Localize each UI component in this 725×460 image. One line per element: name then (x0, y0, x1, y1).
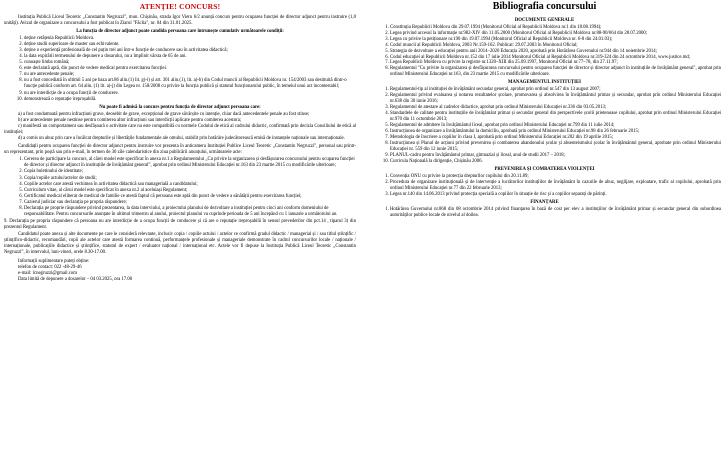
list-item: 8. nu a fost concediată în ultimii 5 ani pe baza art.86 alin.(1) lit. g)-i) și art. 301 alin.(1), lit. a)-b) din Codul muncii al Republicii Moldova nr. 154/2003 sau destituită dintr-o funcție publică conform art. 64 alin. (1) lit. a)-j) din Legea nr. 158/2008 cu privire la funcția publică și statutul funcționarului public, în temeiul unui act incontestabil; (24, 78, 356, 90)
list-item: 2. Regulamentul privind evaluarea și notarea rezultatelor școlare, promovarea și absolvirea în învățământul primar și secundar, aprobat prin ordinul Ministerului Educației nr.638 din 30 iunie 2016; (390, 93, 721, 105)
list-item: 4. Copiile actelor care atestă vechimea în activitatea didactică sau managerială a candidatului; (24, 182, 356, 188)
list-item: 5. Strategia de dezvoltare a educației pentru anii 2014–2020 Educația 2020, aprobată prin Hotărârea Guvernului nr.944 din 14 noiembrie 2014; (390, 49, 721, 55)
list-item: 5. Curriculum vitae, al cărui model este specificat în anexa nr.2 al aceluiași Regulament; (24, 188, 356, 194)
submission-deadline: Data limită de depunere a dosarelor – 04 03.2025, ora 17.00 (18, 276, 133, 282)
list-item: 1. Convenția ONU cu privire la protecția drepturilor copilului din 20.11.89; (390, 174, 721, 180)
declaration-text: 9. Declarația pe propria răspundere că persoana nu are interdicție de a ocupa funcții de conducere și că are o reputație ireproșabilă în sensul prevederilor din pct.14 , tiparul 3) din prezentul Regulament. (4, 219, 356, 231)
list-item: 9. nu are interdicție de a ocupa funcții de conducere. (24, 91, 356, 97)
list-item: 5. Regulamentul de admitere în învățământul liceal, aprobat prin ordinul Ministerului Educației nr.799 din 11 iulie 2014; (390, 123, 721, 129)
list-item: 3. Regulamentul de atestare al cadrelor didactice, aprobat prin ordinul Ministerului Educației nr.336 din 03.05.2013; (390, 105, 721, 111)
management-list (368, 87, 721, 165)
list-item: 3. Copia/copiile actului/actelor de studii; (24, 176, 356, 182)
list-item: 5. cunoaște limba română; (24, 60, 356, 66)
section-heading-violence: PREVENIREA ȘI COMBATEREA VIOLENȚEI (494, 167, 595, 173)
list-item: 7. Cazierul judiciar sau declarația pe propria răspundere; (24, 200, 356, 206)
violence-prevention-list (368, 174, 721, 198)
list-item: 3. Legea cu privire la petiționare nr.190 din 19.07.1994 (Monitorul Oficial al Republicii Moldova nr. 6-8 din 24.01.03); (390, 37, 721, 43)
list-item: 7. nu are antecedente penale; (24, 72, 356, 78)
list-item: 4. Standardele de calitate pentru instituțiile de învățământ primar și secundar general din perspectivele școlii prietenoase copilului, aprobat prin ordinul Ministerului Educației nr.970 din 11 octombrie 2013; (390, 111, 721, 123)
contact-phone: telefon de contact: 022 -48-29-46 (18, 264, 82, 270)
not-admitted-heading: Nu poate fi admisă la concurs pentru funcția de director adjunct persoana care: (99, 104, 261, 110)
list-item: 1. Regulamentul-tip al instituției de învățământ secundar general, aprobat prin ordinul nr.547 din 13 august 2007; (390, 87, 721, 93)
general-documents-list (368, 25, 721, 79)
not-admitted-item: c) manifestă un comportament sau desfășoară o activitate care nu este compatibilă cu normele Codului de etică al cadrului didactic, confirmată prin decizia Consiliului de etică al instituției; (4, 123, 356, 135)
list-item: 6. Instrucțiunea de organizare a învățământului la domiciliu, aprobată prin ordinul Ministerului Educației nr.98 din 26 februarie 2015; (390, 129, 721, 135)
list-item: 2. deține studii superioare de master sau echivalente. (24, 42, 356, 48)
financing-list (368, 207, 721, 219)
announcement-intro: Instituția Publică Liceul Teoretic „Constantin Negruzzi”, mun. Chișinău, strada Igor Vieru 6/2 anunță concurs pentru ocuparea funcției de director adjunct pentru instruire (1,0 unități). Avizul de organizare a concursului a fost publicat în Ziarul "Făclia", nr. 04 din 31.01.2025. (4, 14, 356, 26)
list-item: 1. Cererea de participare la concurs, al cărei model este specificat în anexa nr.1 a Regulamentului „Cu privire la organizarea și desfășurarea concursului pentru ocuparea funcției de director și director adjunct în instituțiile de învățământ general”, aprobat prin ordinul Ministerului Educației nr.163 din 23 martie 2015 cu modificările ulterioare; (24, 157, 356, 169)
list-item: 6. Certificatul medical eliberat de medical de familie ce atestă faptul că persoana este aptă din punct de vedere a sănătății pentru exercitarea funcției; (24, 194, 356, 200)
announcement-column (4, 0, 356, 460)
list-item: 3. Legea nr.140 din 14.06.2013 privind protecția specială a copiilor în situație de risc și a copiilor separați de părinți. (390, 192, 721, 198)
documents-list (4, 157, 356, 218)
section-heading-management: MANAGEMENTUL INSTITUȚIEI (508, 80, 581, 86)
list-item: 4. la data expirării termenului de depunere a dosarului, nu a împlinit vârsta de 65 de ani. (24, 54, 356, 60)
announcement-title: ATENȚIE! CONCURS! (139, 2, 221, 11)
list-item: 1. deține cetățenia Republicii Moldova. (24, 36, 356, 42)
list-item: 8. Instrucțiunea și Planul de acțiuni privind prevenirea și combaterea abandonului școlar și absenteismului școlar în învățământul general, aprobate prin ordinul Ministerului Educației nr. 559 din 12 iunie 2015; (390, 141, 721, 153)
list-item: 6. Codul educației al Republicii Moldova nr.152 din 17 iulie 2014 Monitorul Oficial al Republicii Moldova nr.319-324 din 24 octombrie 2014, www.justice.md; (390, 55, 721, 61)
list-item: 2. Legea privind accesul la informație nr.982-XIV din 11.05.2000 (Monitorul Oficial al Republicii Moldova nr.88-90/664 din 28.07.2000; (390, 31, 721, 37)
list-item: 1. Hotărârea Guvernului nr.868 din 08 octombrie 2014 privind finanțarea în bază de cost per elev a instituțiilor de învățământ primar și secundar general din subordinea autorităților publice locale de nivelul al doilea. (390, 207, 721, 219)
list-item: 9. PLANUL-cadru pentru învățământul primar, gimnazial și liceal, anul de studii 2017 – 2018; (390, 153, 721, 159)
bibliography-column (368, 0, 721, 460)
not-admitted-item: b) are antecedente penale nestinse pentru comiterea altor infracțiuni sau interdicții aplicate pentru comiterea acestora; (18, 117, 242, 123)
section-heading-financing: FINANȚARE (530, 200, 559, 206)
list-item: 7. Legea Republicii Moldova cu privire la registre nr.1320–XIII din 25.09.1997, Monitorul Oficial nr.77–78, din 27.11.97; (390, 60, 721, 66)
not-admitted-item: d) a comis un abuz prin care a încălcat drepturile și libertățile fundamentale ale omului, stabilit prin hotărâre judecătorească emisă de instanțele naționale sau internaționale. (18, 136, 345, 142)
not-admitted-item: a) a fost condamnată pentru infracțiuni grave, deosebit de grave, excepțional de grave săvârșite cu intenție, chiar dacă antecedentele penale au fost stinse; (18, 111, 310, 117)
list-item: 3. deține o experiență profesională de cel puțin trei ani într-o funcție de conducere sau în activitatea didactică; (24, 48, 356, 54)
conditions-heading: La funcția de director adjunct poate candida persoana care întrunește cumulativ următoarele condiții: (76, 28, 284, 34)
documents-intro: Candidații pentru ocuparea funcției de director adjunct pentru instruire vor prezenta în anticamera Instituției Publice Liceul Teoretic „Constantin Negruzzi”, personal sau printr-un reprezentant, prin poștă sau prin e-mail, în termen de 30 zile calendaristice din ziua publicării anunțului, următoarele acte: (4, 144, 356, 156)
contact-email: e-mail: lcnegruzzi@gmail.com (18, 270, 77, 276)
list-item: 10. demonstrează o reputație ireproșabilă. (24, 97, 356, 103)
optional-documents-text: Candidatul poate anexa și alte documente pe care le consideră relevante, inclusiv copia / copiile actului / actelor ce confirmă gradul didactic / managerial și / sau titlul științific / științifico-didactic, recomandări, copii ale actelor care atestă formarea continuă, performanțele profesionale și manageriale demonstrate în cadrul concursurilor locale / naționale / internaționale, publicațiile didactice și științifice, statutul de expert / evaluator național / internațional etc. Actele vor fi depuse la Instituția Publică Liceul Teoretic „Constantin Negruzzi”, în intervalul, luni-vineri, orele 8.30-17.00. (4, 232, 356, 256)
list-item: 8. Regulamentul "Cu privire la organizarea și desfășurarea concursului pentru ocuparea funcției de director și director adjunct în instituțiile de învățământ general", aprobat prin ordinul Ministerului Educației nr.163, din 23 martie 2015 cu modificările ulterioare. (390, 66, 721, 78)
list-item: 1. Constituția Republicii Moldova din 29.07.1994 (Monitorul Oficial al Republicii Moldova nr.1 din 18.08.1994); (390, 25, 721, 31)
list-item: 4. Codul muncii al Republicii Moldova, 2003 Nr.159-162. Publicat: 29.07.2003 în Monitorul Oficial; (390, 43, 721, 49)
list-item: 2. Procedura de organizare instituțională și de intervenție a lucrătorilor instituțiilor de învățământ în cazurile de abuz, neglijare, exploatare, trafic al copilului, aprobată prin ordinul Ministerului Educației nr.77 din 22 februarie 2013; (390, 180, 721, 192)
list-item: 8. Declarația pe proprie răspundere privind prezentarea, la data interviului, a proiectului planului de dezvoltare a instituției pentru cinci ani conform domeniului de responsabilitate. Pentru concursurile anunțate în ultimul trimestru al anului, proiectul planului va cuprinde perioada de 5 ani începând cu 1 ianuarie a următorului an. (24, 206, 356, 218)
section-heading-general: DOCUMENTE GENERALE (514, 17, 575, 23)
list-item: 2. Copia buletinului de identitate; (24, 169, 356, 175)
list-item: 6. este declarată aptă, din punct de vedere medical pentru exercitarea funcției. (24, 66, 356, 72)
requirements-list (4, 36, 356, 103)
bibliography-title: Bibliografia concursului (492, 1, 597, 12)
contact-lead: Informații suplimentare puteți obține: (18, 258, 90, 264)
list-item: 10. Curricula Națională la dirigenție, Chișinău 2006. (390, 159, 721, 165)
list-item: 7. Metodologia de înscriere a copiilor în clasa I, aprobată prin ordinul Ministerului Educației nr.202 din 19 aprilie 2015; (390, 135, 721, 141)
contact-block (4, 259, 356, 283)
